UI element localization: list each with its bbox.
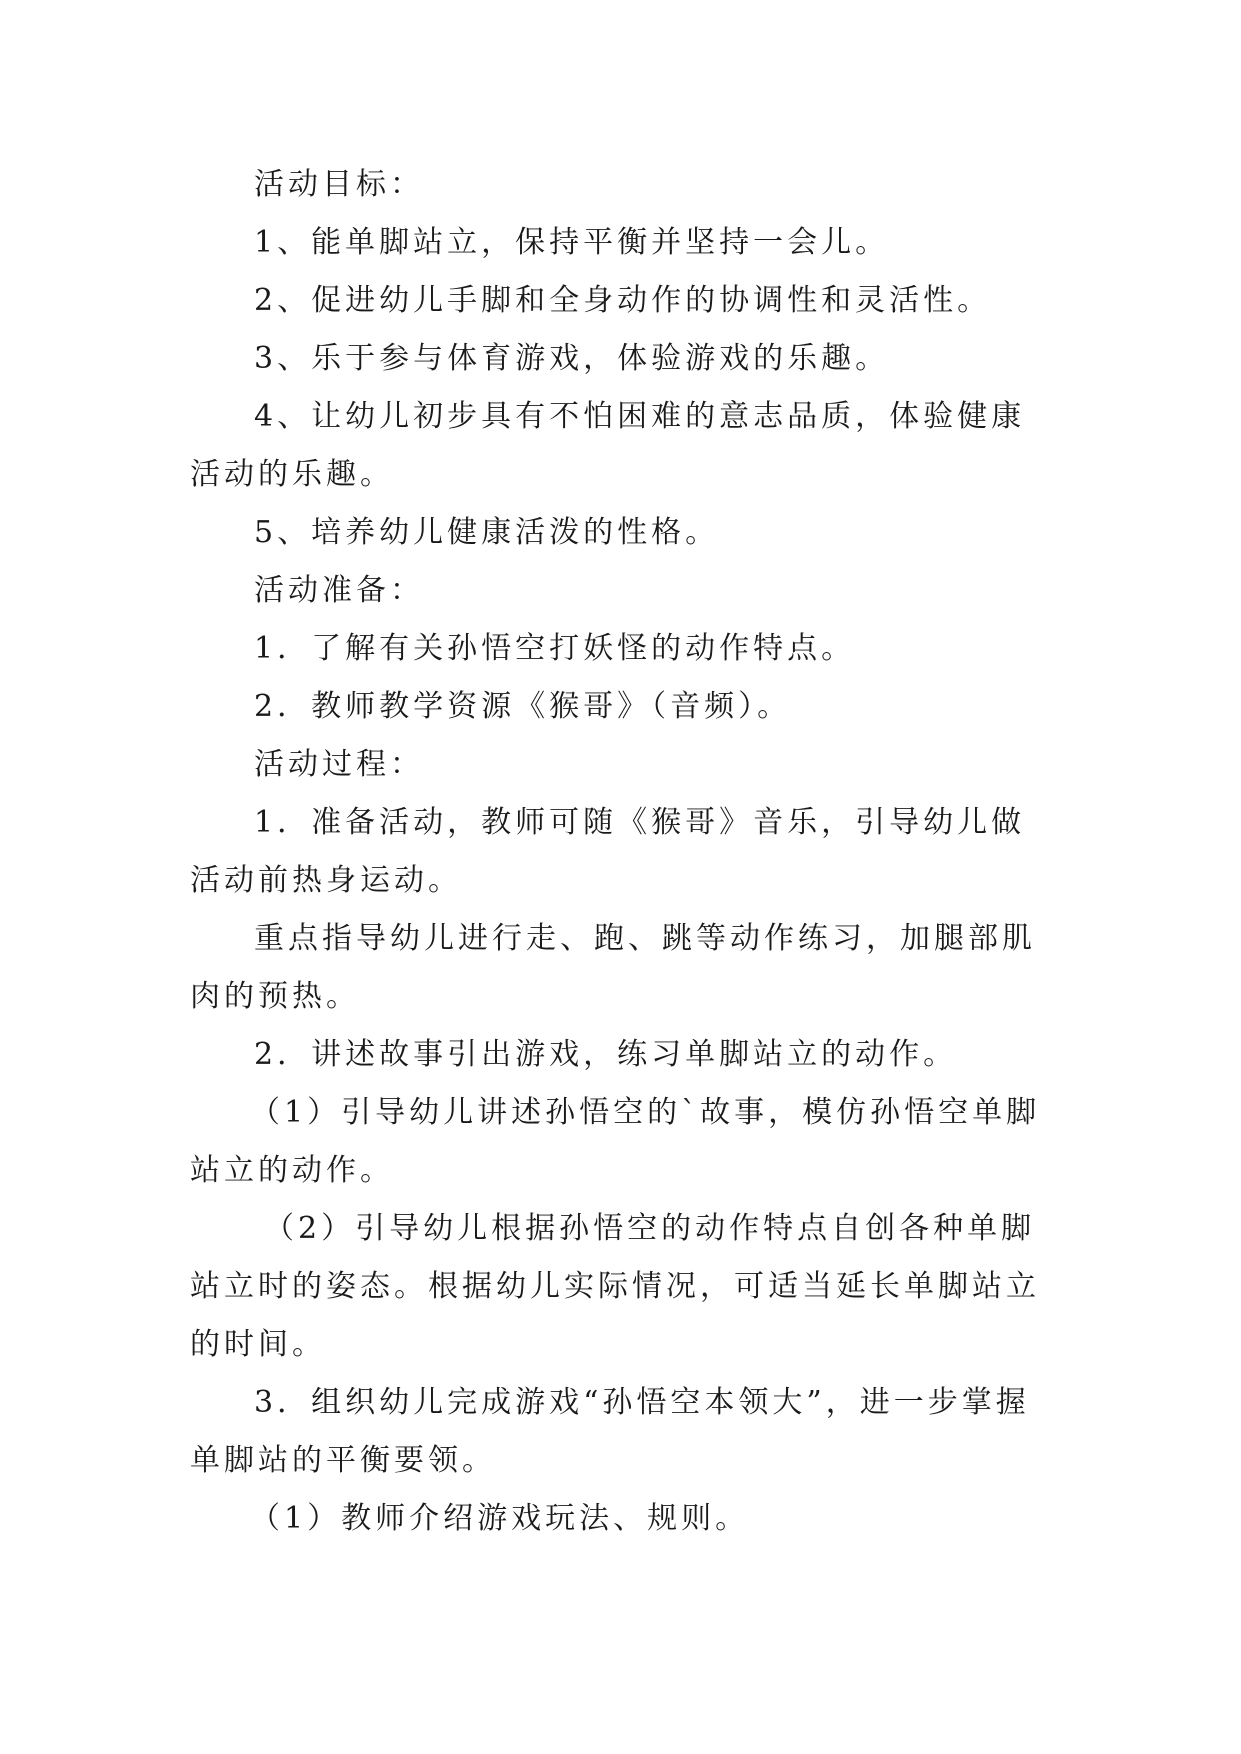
preparation-item-2: 2．教师教学资源《猴哥》（音频）。 xyxy=(254,689,792,724)
document-body xyxy=(190,156,1052,1548)
heading-activity-process: 活动过程： xyxy=(254,747,424,782)
process-step-1: 1．准备活动，教师可随《猴哥》音乐，引导幼儿做活动前热身运动。 xyxy=(190,805,1026,898)
process-step-3-sub-1: （1）教师介绍游戏玩法、规则。 xyxy=(250,1501,750,1536)
process-step-2-sub-2: （2）引导幼儿根据孙悟空的动作特点自创各种单脚站立时的姿态。根据幼儿实际情况，可适当延长单脚站立的时间。 xyxy=(190,1211,1040,1362)
process-step-1-note: 重点指导幼儿进行走、跑、跳等动作练习，加腿部肌肉的预热。 xyxy=(190,921,1036,1014)
goal-item-5: 5、培养幼儿健康活泼的性格。 xyxy=(254,515,720,550)
heading-activity-goals: 活动目标： xyxy=(254,167,424,202)
preparation-item-1: 1．了解有关孙悟空打妖怪的动作特点。 xyxy=(254,631,856,666)
process-step-3: 3．组织幼儿完成游戏“孙悟空本领大”，进一步掌握单脚站的平衡要领。 xyxy=(190,1385,1030,1478)
process-step-2: 2．讲述故事引出游戏，练习单脚站立的动作。 xyxy=(254,1037,958,1072)
process-step-2-sub-1: （1）引导幼儿讲述孙悟空的`故事，模仿孙悟空单脚站立的动作。 xyxy=(190,1095,1041,1188)
heading-activity-preparation: 活动准备： xyxy=(254,573,424,608)
goal-item-3: 3、乐于参与体育游戏，体验游戏的乐趣。 xyxy=(254,341,890,376)
goal-item-4: 4、让幼儿初步具有不怕困难的意志品质，体验健康活动的乐趣。 xyxy=(190,399,1026,492)
goal-item-2: 2、促进幼儿手脚和全身动作的协调性和灵活性。 xyxy=(254,283,992,318)
goal-item-1: 1、能单脚站立，保持平衡并坚持一会儿。 xyxy=(254,225,890,260)
